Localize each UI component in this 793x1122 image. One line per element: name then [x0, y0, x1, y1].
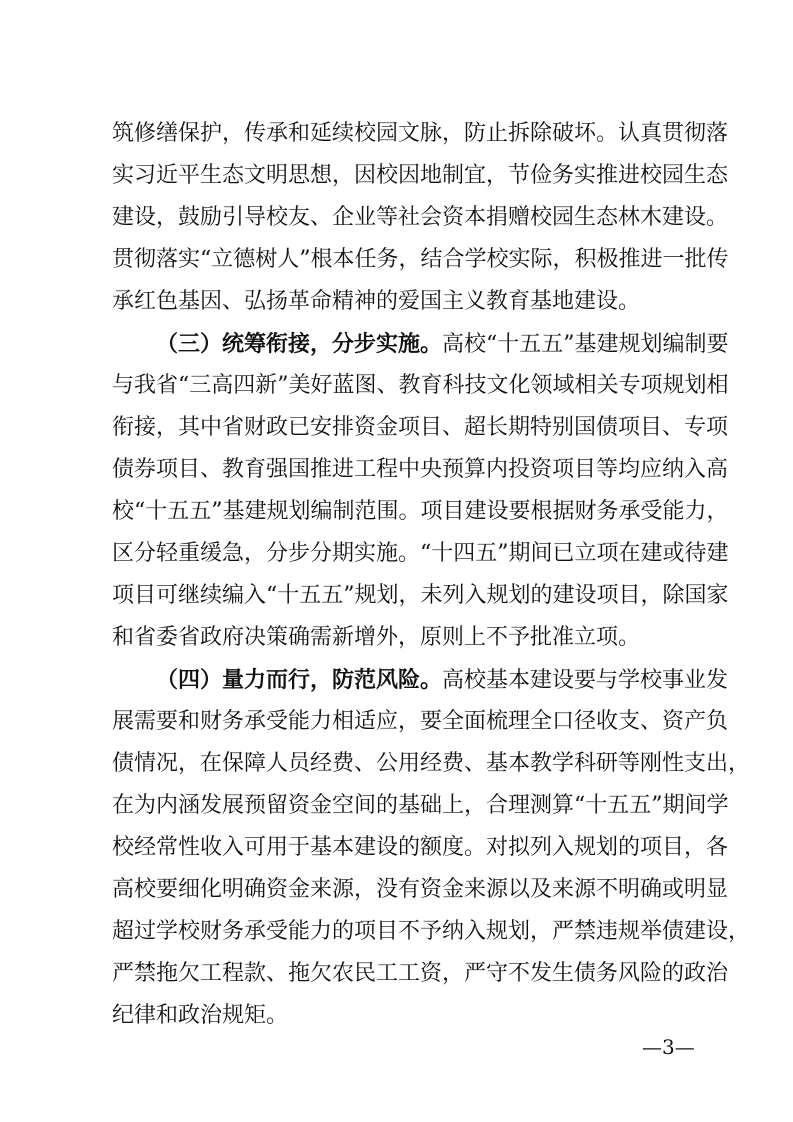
- section-4-first-line-text: 高校基本建设要与学校事业发: [442, 668, 729, 693]
- body-line: 筑修缮保护，传承和延续校园文脉，防止拆除破坏。认真贯彻落: [112, 121, 729, 146]
- body-line: 项目可继续编入“十五五”规划，未列入规划的建设项目，除国家: [112, 583, 729, 608]
- body-line: 超过学校财务承受能力的项目不予纳入规划，严禁违规举债建设，: [112, 919, 751, 944]
- body-line: 展需要和财务承受能力相适应，要全面梳理全口径收支、资产负: [112, 709, 729, 734]
- body-line: 在为内涵发展预留资金空间的基础上，合理测算“十五五”期间学: [112, 793, 729, 818]
- body-line: 衔接，其中省财政已安排资金项目、超长期特别国债项目、专项: [112, 415, 729, 440]
- body-line: 严禁拖欠工程款、拖欠农民工工资，严守不发生债务风险的政治: [112, 961, 729, 986]
- body-line: 区分轻重缓急，分步分期实施。“十四五”期间已立项在建或待建: [112, 541, 729, 566]
- page-number: —3—: [642, 1035, 695, 1059]
- body-line: 与我省“三高四新”美好蓝图、教育科技文化领域相关专项规划相: [112, 373, 729, 398]
- section-3-heading: （三）统筹衔接，分步实施。: [156, 331, 443, 357]
- body-line: 实习近平生态文明思想，因校因地制宜，节俭务实推进校园生态: [112, 163, 729, 188]
- body-line: 贯彻落实“立德树人”根本任务，结合学校实际，积极推进一批传: [112, 247, 729, 272]
- body-line: 建设，鼓励引导校友、企业等社会资本捐赠校园生态林木建设。: [112, 205, 729, 230]
- section-4-heading: （四）量力而行，防范风险。: [156, 667, 443, 693]
- body-line: 和省委省政府决策确需新增外，原则上不予批准立项。: [112, 625, 641, 650]
- section-3-first-line: [156, 324, 729, 364]
- body-line: 债券项目、教育强国推进工程中央预算内投资项目等均应纳入高: [112, 457, 729, 482]
- body-line: 纪律和政治规矩。: [112, 1003, 289, 1028]
- body-line: 债情况，在保障人员经费、公用经费、基本教学科研等刚性支出，: [112, 751, 751, 776]
- body-line: 高校要细化明确资金来源，没有资金来源以及来源不明确或明显: [112, 877, 729, 902]
- body-line: 承红色基因、弘扬革命精神的爱国主义教育基地建设。: [112, 289, 641, 314]
- section-4-first-line: [156, 660, 729, 700]
- section-3-first-line-text: 高校“十五五”基建规划编制要: [442, 332, 729, 357]
- body-line: 校经常性收入可用于基本建设的额度。对拟列入规划的项目，各: [112, 835, 729, 860]
- body-line: 校“十五五”基建规划编制范围。项目建设要根据财务承受能力，: [112, 499, 729, 524]
